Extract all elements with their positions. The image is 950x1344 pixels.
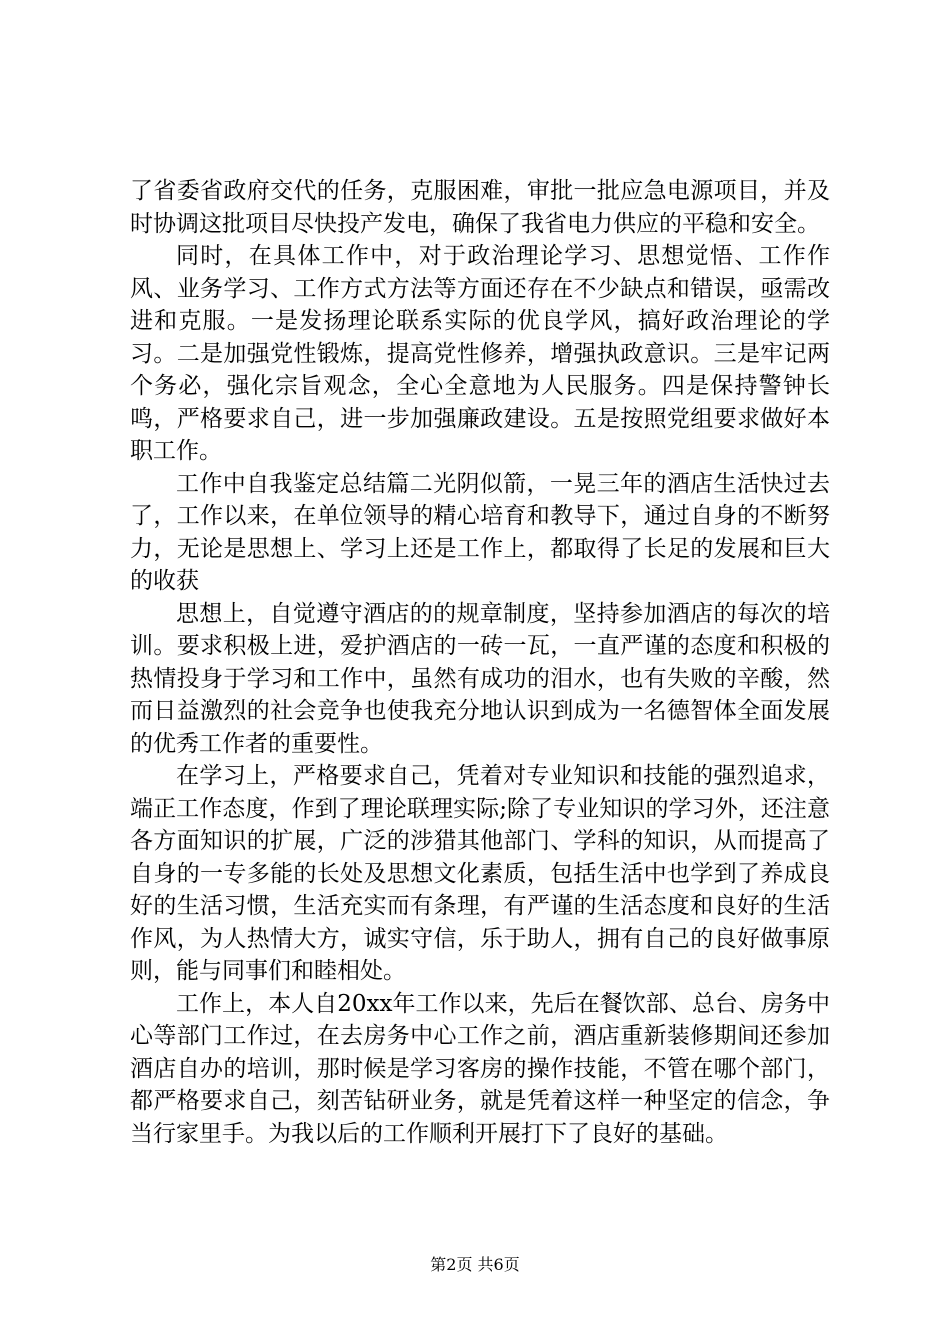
document-body bbox=[130, 175, 830, 1150]
paragraph-4: 思想上，自觉遵守酒店的的规章制度，坚持参加酒店的每次的培训。要求积极上进，爱护酒店的一砖一瓦，一直严谨的态度和积极的热情投身于学习和工作中，虽然有成功的泪水，也有失败的辛酸，然而日益激烈的社会竞争也使我充分地认识到成为一名德智体全面发展的优秀工作者的重要性。 bbox=[130, 600, 830, 757]
paragraph-3: 工作中自我鉴定总结篇二光阴似箭，一晃三年的酒店生活快过去了，工作以来，在单位领导的精心培育和教导下，通过自身的不断努力，无论是思想上、学习上还是工作上，都取得了长足的发展和巨大的收获 bbox=[130, 470, 830, 594]
paragraph-5: 在学习上，严格要求自己，凭着对专业知识和技能的强烈追求，端正工作态度，作到了理论联理实际;除了专业知识的学习外，还注意各方面知识的扩展，广泛的涉猎其他部门、学科的知识，从而提高了自身的一专多能的长处及思想文化素质，包括生活中也学到了养成良好的生活习惯，生活充实而有条理，有严谨的生活态度和良好的生活作风，为人热情大方，诚实守信，乐于助人，拥有自己的良好做事原则，能与同事们和睦相处。 bbox=[130, 763, 830, 984]
paragraph-2: 同时，在具体工作中，对于政治理论学习、思想觉悟、工作作风、业务学习、工作方式方法等方面还存在不少缺点和错误，亟需改进和克服。一是发扬理论联系实际的优良学风，搞好政治理论的学习。二是加强党性锻炼，提高党性修养，增强执政意识。三是牢记两个务必，强化宗旨观念，全心全意地为人民服务。四是保持警钟长鸣，严格要求自己，进一步加强廉政建设。五是按照党组要求做好本职工作。 bbox=[130, 243, 830, 464]
paragraph-6: 工作上，本人自20xx年工作以来，先后在餐饮部、总台、房务中心等部门工作过，在去房务中心工作之前，酒店重新装修期间还参加酒店自办的培训，那时候是学习客房的操作技能，不管在哪个部门，都严格要求自己，刻苦钻研业务，就是凭着这样一种坚定的信念，争当行家里手。为我以后的工作顺利开展打下了良好的基础。 bbox=[130, 990, 830, 1147]
paragraph-1: 了省委省政府交代的任务，克服困难，审批一批应急电源项目，并及时协调这批项目尽快投产发电，确保了我省电力供应的平稳和安全。 bbox=[130, 178, 830, 237]
page-footer: 第2页 共6页 bbox=[430, 1255, 520, 1274]
